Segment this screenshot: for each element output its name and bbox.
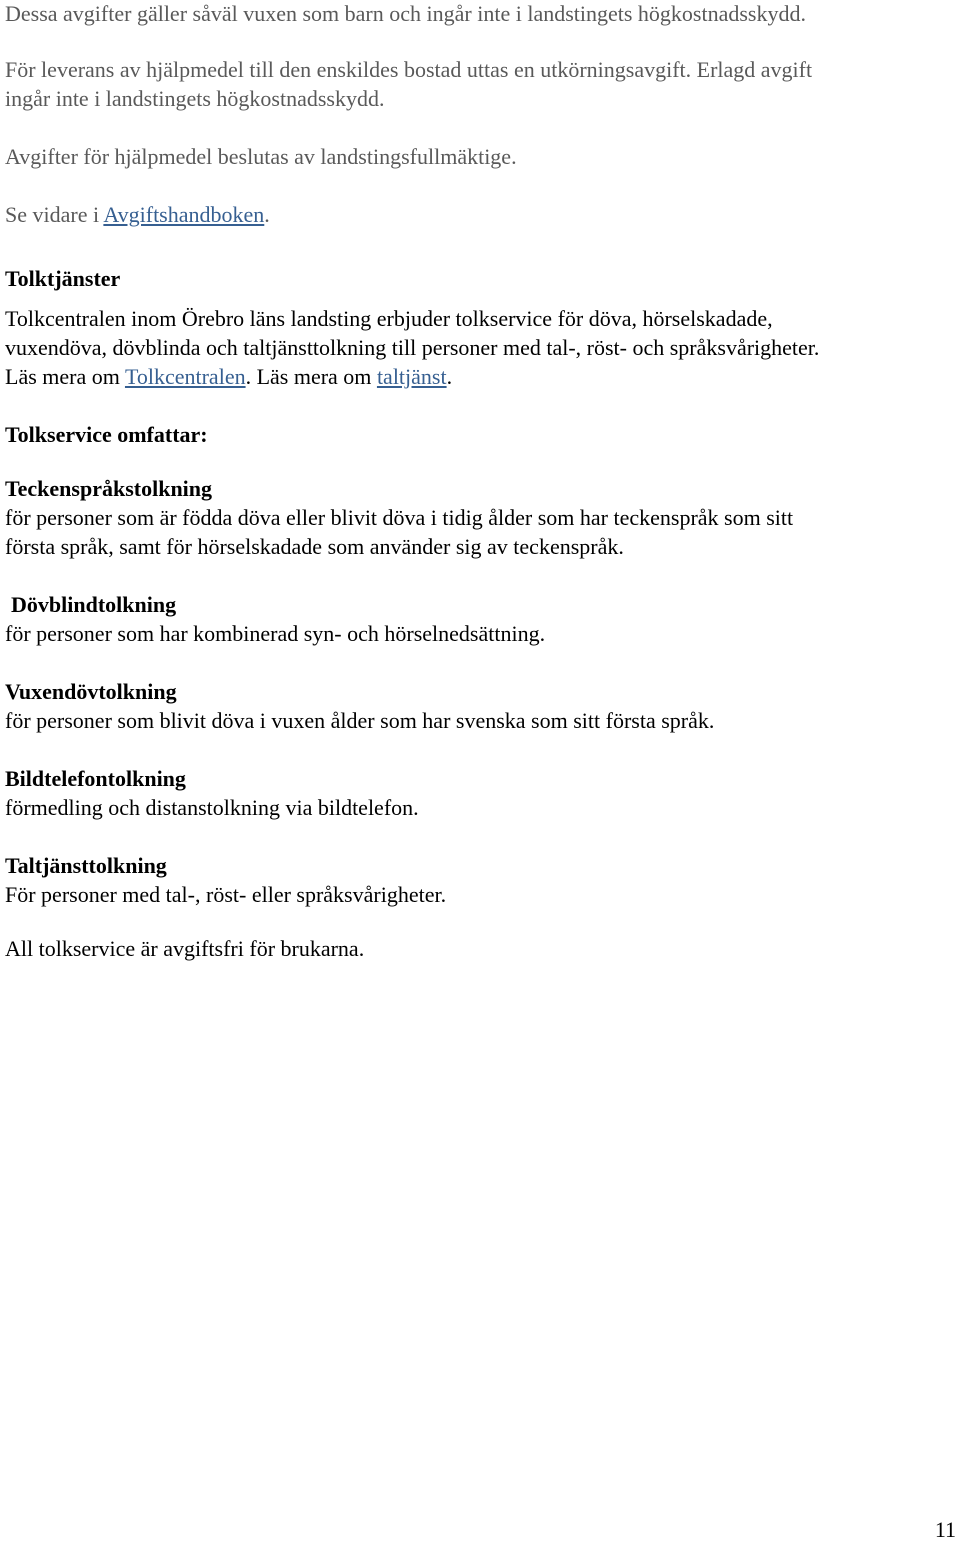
delivery-fee-line-1: För leverans av hjälpmedel till den enskildes bostad uttas en utkörningsavgift. Erlagd avgift — [5, 57, 813, 82]
bildtelefon-line-1: förmedling och distanstolkning via bildtelefon. — [5, 795, 419, 820]
avgiftshandboken-link[interactable]: Avgiftshandboken — [103, 202, 265, 227]
page-number: 11 — [934, 1517, 956, 1542]
tolk-paragraph-line-3 — [5, 362, 452, 391]
taltjanst-line-1: För personer med tal-, röst- eller språksvårigheter. — [5, 882, 447, 907]
tolkcentralen-link[interactable]: Tolkcentralen — [124, 364, 246, 389]
see-also-suffix: . — [264, 202, 270, 227]
teckensprak-line-1: för personer som är födda döva eller blivit döva i tidig ålder som har teckenspråk som sitt — [5, 505, 794, 530]
dovblind-line-1: för personer som har kombinerad syn- och hörselnedsättning. — [5, 621, 546, 646]
heading-dovblindtolkning: Dövblindtolkning — [11, 592, 177, 617]
teckensprak-line-2: första språk, samt för hörselskadade som använder sig av teckenspråk. — [5, 534, 624, 559]
heading-vuxendovtolkning: Vuxendövtolkning — [5, 679, 177, 704]
see-also-prefix: Se vidare i — [5, 202, 104, 227]
delivery-fee-line-2: ingår inte i landstingets högkostnadsskydd. — [5, 86, 385, 111]
read-more-middle: . Läs mera om — [245, 364, 377, 389]
tolk-paragraph-line-2: vuxendöva, dövblinda och taltjänsttolkning till personer med tal-, röst- och språksvårigheter. — [5, 335, 820, 360]
taltjanst-link[interactable]: taltjänst — [376, 364, 447, 389]
heading-teckensprakstolkning: Teckenspråkstolkning — [5, 476, 213, 501]
heading-tolktjanster: Tolktjänster — [5, 266, 121, 291]
fees-note: Dessa avgifter gäller såväl vuxen som barn och ingår inte i landstingets högkostnadsskydd. — [5, 1, 806, 26]
free-of-charge-note: All tolkservice är avgiftsfri för brukarna. — [5, 936, 365, 961]
vuxendov-line-1: för personer som blivit döva i vuxen ålder som har svenska som sitt första språk. — [5, 708, 715, 733]
heading-bildtelefontolkning: Bildtelefontolkning — [5, 766, 186, 791]
heading-tolkservice-omfattar: Tolkservice omfattar: — [5, 422, 208, 447]
read-more-suffix: . — [446, 364, 453, 389]
tolk-paragraph-line-1: Tolkcentralen inom Örebro läns landsting erbjuder tolkservice för döva, hörselskadade, — [5, 306, 773, 331]
fees-decision-note: Avgifter för hjälpmedel beslutas av landstingsfullmäktige. — [5, 144, 517, 169]
read-more-prefix: Läs mera om — [5, 364, 125, 389]
see-also-line — [5, 200, 270, 229]
heading-taltjansttolkning: Taltjänsttolkning — [5, 853, 167, 878]
